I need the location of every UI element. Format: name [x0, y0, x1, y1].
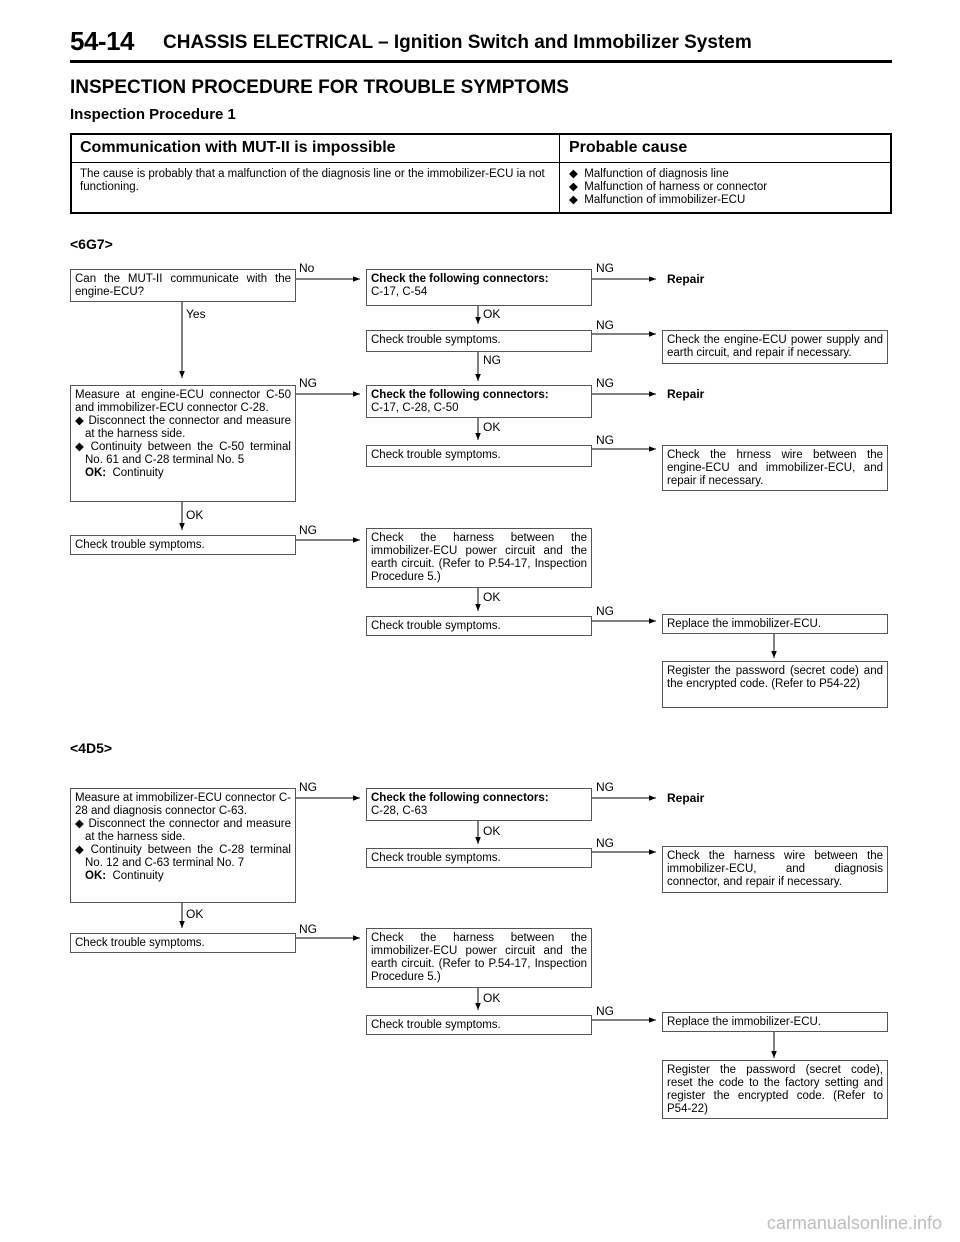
box-check-harness-power-circuit — [366, 928, 592, 988]
box-text: Can the MUT-II communicate with the engine-ECU? — [75, 273, 291, 298]
branch-label-ng: NG — [596, 376, 614, 390]
box-title: Check the following connectors: — [371, 792, 549, 804]
branch-label-ok: OK — [483, 590, 501, 604]
box-text: Measure at immobilizer-ECU connector C-28 and diagnosis connector C-63. — [75, 792, 292, 817]
box-check-engine-ecu-power — [662, 330, 888, 364]
list-item: ◆ Disconnect the connector and measure at the harness side. — [75, 818, 291, 843]
box-replace-immobilizer-ecu — [662, 614, 888, 634]
box-text: Check trouble symptoms. — [371, 620, 501, 632]
ok-criteria: OK: Continuity — [85, 870, 164, 882]
branch-label-ok: OK — [483, 991, 501, 1005]
box-text: C-17, C-28, C-50 — [371, 402, 459, 414]
table-header-symptom: Communication with MUT-II is impossible — [80, 139, 396, 156]
section-subheading: Inspection Procedure 1 — [70, 106, 236, 123]
list-item: ◆ Malfunction of immobilizer-ECU — [569, 194, 746, 206]
page-number: 54-14 — [70, 26, 134, 56]
box-check-connectors-c17-c54 — [366, 269, 592, 306]
engine-label-6g7: <6G7> — [70, 236, 113, 252]
box-text: Check the harness between the immobilizer-ECU power circuit and the earth circuit. (Refer to P.54-17, Inspection Procedure 5.) — [371, 932, 587, 983]
branch-label-ng: NG — [596, 604, 614, 618]
box-text: Check trouble symptoms. — [371, 449, 501, 461]
box-measure-immobilizer-ecu — [70, 788, 296, 903]
ok-criteria: OK: Continuity — [85, 467, 164, 479]
box-check-trouble-symptoms — [366, 848, 592, 868]
box-text: Check trouble symptoms. — [75, 937, 205, 949]
box-text: Replace the immobilizer-ECU. — [667, 1016, 822, 1028]
box-text: Measure at engine-ECU connector C-50 and immobilizer-ECU connector C-28. — [75, 389, 291, 414]
branch-label-ng: NG — [596, 836, 614, 850]
branch-label-ok: OK — [186, 508, 204, 522]
box-text: Replace the immobilizer-ECU. — [667, 618, 822, 630]
branch-label-ng: NG — [596, 1004, 614, 1018]
branch-label-ng: NG — [299, 922, 317, 936]
list-item: ◆ Continuity between the C-50 terminal No. 61 and C-28 terminal No. 5 — [75, 441, 291, 466]
branch-label-ng: NG — [596, 261, 614, 275]
box-replace-immobilizer-ecu — [662, 1012, 888, 1032]
branch-label-no: No — [299, 261, 315, 275]
branch-label-ng: NG — [483, 353, 501, 367]
box-check-trouble-symptoms — [366, 1015, 592, 1035]
section-heading: INSPECTION PROCEDURE FOR TROUBLE SYMPTOMS — [70, 77, 569, 98]
list-item: ◆ Disconnect the connector and measure at the harness side. — [75, 415, 291, 440]
branch-label-yes: Yes — [186, 307, 206, 321]
branch-label-ng: NG — [596, 780, 614, 794]
box-check-harness-power-circuit — [366, 528, 592, 588]
branch-label-ng: NG — [596, 433, 614, 447]
box-text: Check trouble symptoms. — [371, 852, 501, 864]
box-text: C-28, C-63 — [371, 805, 428, 817]
branch-label-ng: NG — [299, 523, 317, 537]
branch-label-ok: OK — [483, 420, 501, 434]
box-can-mut-communicate — [70, 269, 296, 302]
box-register-password-reset — [662, 1060, 888, 1119]
box-text: Register the password (secret code) and the encrypted code. (Refer to P54-22) — [667, 665, 883, 690]
table-header-cause: Probable cause — [569, 139, 688, 156]
box-text: Check the engine-ECU power supply and earth circuit, and repair if necessary. — [667, 334, 883, 359]
branch-label-ng: NG — [596, 318, 614, 332]
box-measure-engine-ecu — [70, 385, 296, 502]
repair-label: Repair — [667, 272, 705, 286]
box-check-trouble-symptoms — [366, 445, 592, 467]
box-check-trouble-symptoms — [366, 330, 592, 352]
box-text: Check trouble symptoms. — [371, 1019, 501, 1031]
box-check-trouble-symptoms — [70, 535, 296, 555]
branch-label-ok: OK — [483, 824, 501, 838]
box-text: Register the password (secret code), reset the code to the factory setting and register the encrypted code. (Refer to P54-22) — [667, 1064, 883, 1115]
branch-label-ng: NG — [299, 376, 317, 390]
repair-label: Repair — [667, 387, 705, 401]
box-title: Check the following connectors: — [371, 273, 549, 285]
branch-label-ok: OK — [186, 907, 204, 921]
box-register-password — [662, 661, 888, 708]
watermark: carmanualsonline.info — [766, 1213, 942, 1233]
repair-label: Repair — [667, 791, 705, 805]
box-text: Check trouble symptoms. — [371, 334, 501, 346]
list-item: ◆ Continuity between the C-28 terminal No. 12 and C-63 terminal No. 7 — [75, 844, 291, 869]
table-cell-description: The cause is probably that a malfunction of the diagnosis line or the immobilizer-ECU ia not functioning. — [80, 168, 545, 193]
box-title: Check the following connectors: — [371, 389, 549, 401]
box-check-hrness-wire — [662, 445, 888, 491]
list-item: ◆ Malfunction of diagnosis line — [569, 168, 729, 180]
box-check-connectors-c17-c28-c50 — [366, 385, 592, 418]
box-text: Check the harness between the immobilizer-ECU power circuit and the earth circuit. (Refer to P.54-17, Inspection Procedure 5.) — [371, 532, 587, 583]
page-header-title: CHASSIS ELECTRICAL – Ignition Switch and Immobilizer System — [163, 32, 752, 53]
box-check-trouble-symptoms — [366, 616, 592, 636]
box-check-harness-wire — [662, 846, 888, 893]
box-text: C-17, C-54 — [371, 286, 428, 298]
engine-label-4d5: <4D5> — [70, 740, 113, 756]
box-text: Check trouble symptoms. — [75, 539, 205, 551]
branch-label-ok: OK — [483, 307, 501, 321]
box-text: Check the harness wire between the immobilizer-ECU, and diagnosis connector, and repair if necessary. — [667, 850, 883, 888]
box-text: Check the hrness wire between the engine-ECU and immobilizer-ECU, and repair if necessary. — [667, 449, 883, 487]
list-item: ◆ Malfunction of harness or connector — [569, 181, 768, 193]
box-check-connectors-c28-c63 — [366, 788, 592, 821]
branch-label-ng: NG — [299, 780, 317, 794]
box-check-trouble-symptoms — [70, 933, 296, 953]
